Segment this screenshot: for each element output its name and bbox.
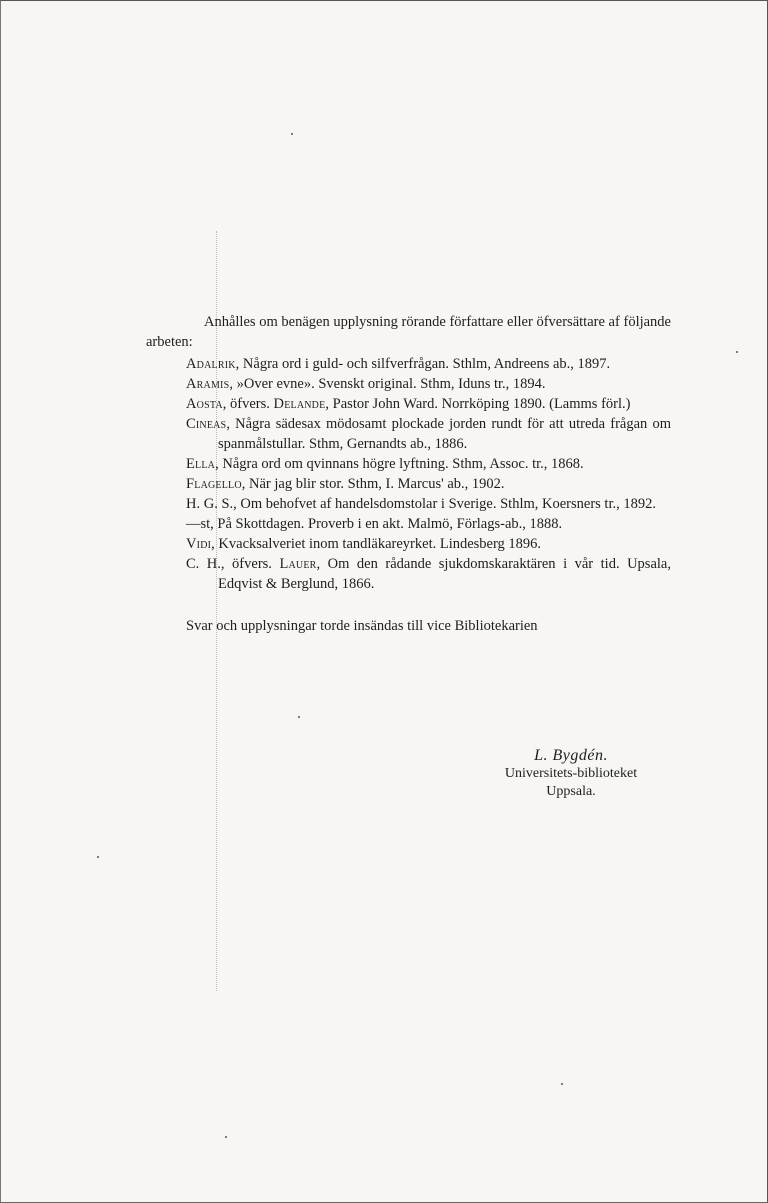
entry-author: —st: [186, 516, 211, 532]
entry-text: , Några ord om qvinnans högre lyftning. Sthm, Assoc. tr., 1868.: [215, 456, 584, 472]
entry-text: , Några sädesax mödosamt plockade jorden rundt för att utreda frågan om spanmålstullar. Sthm, Gernandts ab., 1886.: [218, 416, 671, 452]
entry-hgs: [186, 494, 671, 514]
entry-ella: [186, 454, 671, 474]
entry-vidi: [186, 534, 671, 554]
speck: [736, 351, 738, 353]
entry-author: Adalrik: [186, 356, 236, 372]
entry-author: Flagello: [186, 476, 242, 492]
signature-city: Uppsala.: [546, 784, 596, 799]
entry-text: , Om behofvet af handelsdomstolar i Sverige. Sthlm, Koersners tr., 1892.: [233, 496, 656, 512]
entry-text: , Om den rådande sjukdomskaraktären i vår tid. Upsala, Edqvist & Berglund, 1866.: [218, 556, 671, 592]
speck: [561, 1083, 563, 1085]
entry-author: Aramis: [186, 376, 230, 392]
entry-author: Ella: [186, 456, 216, 472]
entry-author: Aosta: [186, 396, 223, 412]
speck: [225, 1136, 227, 1138]
signature-name: L. Bygdén.: [534, 747, 608, 764]
entry-mid: , öfvers.: [222, 396, 274, 412]
intro-paragraph: Anhålles om benägen upplysning rörande författare eller öfversättare af följande arbeten:: [146, 314, 671, 350]
signature-block: [471, 747, 671, 801]
entry-text: , På Skottdagen. Proverb i en akt. Malmö, Förlags-ab., 1888.: [210, 516, 563, 532]
entry-author: Cineas: [186, 416, 227, 432]
entry-author: H. G. S.: [186, 496, 234, 512]
entry-aosta: [186, 394, 671, 414]
entry-adalrik: [186, 354, 671, 374]
entry-text: , Några ord i guld- och silfverfrågan. Sthlm, Andreens ab., 1897.: [235, 356, 611, 372]
speck: [97, 856, 99, 858]
signature-institution: Universitets-biblioteket: [504, 766, 638, 781]
entry-author: C. H.: [186, 556, 221, 572]
entry-co-author: Lauer: [279, 556, 317, 572]
closing-line: Svar och upplysningar torde insändas till vice Bibliotekarien: [186, 618, 538, 634]
speck: [298, 716, 300, 718]
entry-cineas: [186, 414, 671, 454]
entry-co-author: Delande: [273, 396, 326, 412]
entry-ch: [186, 554, 671, 594]
entry-author: Vidi: [186, 536, 212, 552]
speck: [291, 133, 293, 135]
entry-text: , När jag blir stor. Sthm, I. Marcus' ab., 1902.: [241, 476, 505, 492]
entry-text: , Pastor John Ward. Norrköping 1890. (Lamms förl.): [325, 396, 631, 412]
entry-text: , Kvacksalveriet inom tandläkareyrket. Lindesberg 1896.: [211, 536, 542, 552]
entry-mid: , öfvers.: [220, 556, 280, 572]
entry-aramis: [186, 374, 671, 394]
entry-st: [186, 514, 671, 534]
entry-text: , »Over evne». Svenskt original. Sthm, Iduns tr., 1894.: [229, 376, 546, 392]
inquiry-text-block: [146, 312, 671, 636]
entry-flagello: [186, 474, 671, 494]
